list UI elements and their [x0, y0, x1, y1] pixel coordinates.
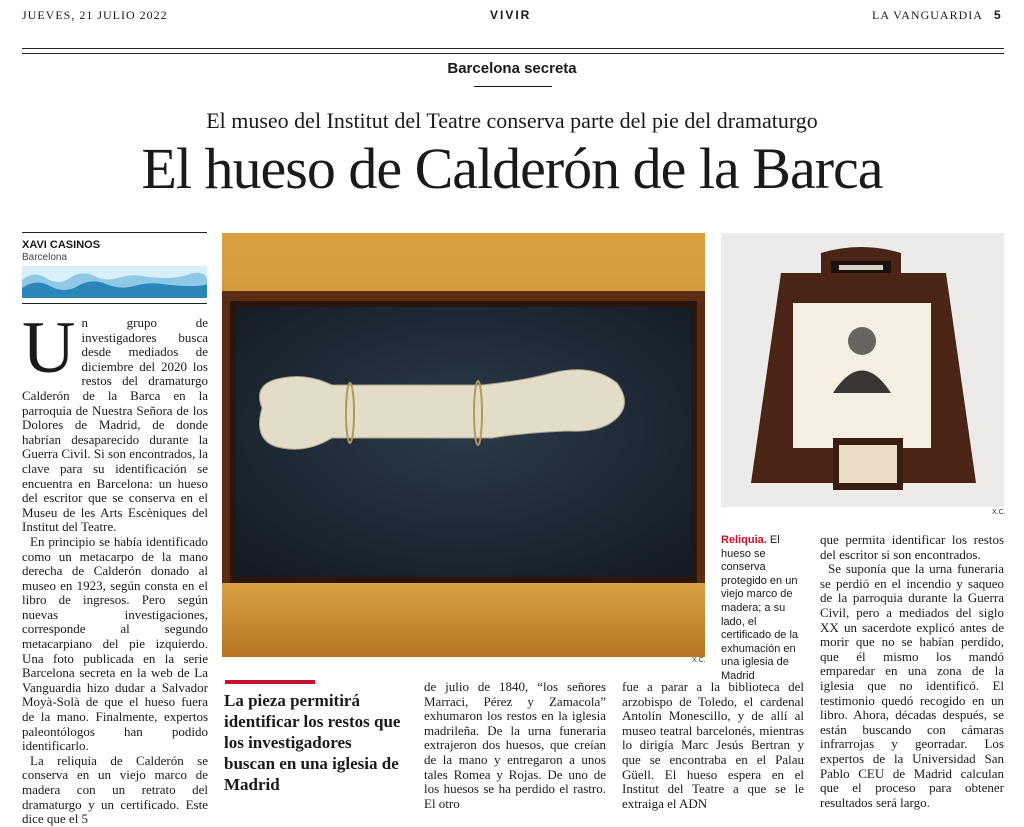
caption-label: Reliquia.	[721, 534, 767, 546]
caption-text: El hueso se conserva protegido en un viejo marco de madera; a su lado, el certificado de la exhumación en una iglesia de Madrid	[721, 534, 799, 682]
body-paragraph: fue a parar a la biblioteca del arzobispo de Toledo, el cardenal Antolín Monescillo, y de allí al museo teatral barcelonés, mientras lo dirigía Marc Jesús Bertran y que se encontraba en el Palau Güell. El hueso espera en el Institut del Teatre a que se le extraiga el ADN	[622, 679, 804, 811]
header-rule-bottom	[22, 53, 1004, 54]
body-paragraph: n grupo de investigadores busca desde mediados de diciembre del 2020 los restos del dramaturgo Calderón de la Barca en la parroquia de Nuestra Señora de los Dolores de Madrid, de donde habrían desaparecido durante la Guerra Civil. Si son encontrados, la clave para su identificación se encuentra en Barcelona: un hueso del escritor que se conserva en el Museu de les Arts Escèniques del Institut del Teatre.	[22, 315, 208, 535]
header-rule-top	[22, 48, 1004, 49]
pull-quote-accent-bar	[225, 680, 315, 684]
body-paragraph: Se suponía que la urna funeraria se perdió en el incendio y saqueo de la parroquia durante la Guerra Civil, pero a mediados del siglo XX un sacerdote explicó antes de morir que no se habían perdido, que él mismo los mandó emparedar en una zona de la iglesia que no identificó. El testimonio quedó recogido en un libro. Ahora, décadas después, se están buscando con cámaras infrarrojas y georradar. Los expertos de la Universidad San Pablo CEU de Madrid calculan que el proceso para obtener resultados será largo.	[820, 561, 1004, 810]
body-column-2	[424, 680, 606, 811]
wave-logo	[22, 266, 207, 298]
body-column-3	[622, 680, 804, 811]
portrait-frame-photo	[721, 233, 1004, 507]
series-title: Barcelona secreta	[447, 60, 577, 77]
byline-author: XAVI CASINOS	[22, 239, 101, 251]
bone-photo	[222, 233, 705, 657]
section-name: VIVIR	[490, 8, 532, 22]
byline-location: Barcelona	[22, 252, 68, 263]
body-paragraph: En principio se había identificado como un metacarpo de la mano derecha de Calderón donado al museo en 1923, según consta en el libro de ingresos. Pero según nuevas investigaciones, corresponde al segundo metacarpiano del pie izquierdo. Una foto publicada en la serie Barcelona secreta en la web de La Vanguardia hizo dudar a Salvador Moyà-Solà de que el hueso fuera de la mano. Finalmente, expertos paleontólogos han podido identificarlo.	[22, 533, 208, 754]
photo-credit-main: X.C.	[692, 657, 706, 664]
photo-credit-side: X.C.	[992, 509, 1006, 516]
publication-name: LA VANGUARDIA	[872, 8, 983, 22]
byline-rule	[22, 232, 207, 233]
body-paragraph: de julio de 1840, “los señores Marraci, Pérez y Zamacola” exhumaron los restos en la iglesia madrileña. De la urna funeraria extrajeron dos huesos, que creían de la mano y entregaron a unos tales Romea y Rojas. De uno de los huesos se ha perdido el rastro. El otro	[424, 679, 606, 811]
series-underline	[474, 86, 552, 87]
issue-date: JUEVES, 21 JULIO 2022	[22, 8, 168, 22]
drop-cap: U	[22, 307, 76, 389]
body-paragraph: que permita identificar los restos del escritor si son encontrados.	[820, 532, 1004, 562]
page-number: 5	[994, 8, 1002, 22]
photo-caption	[721, 534, 803, 684]
body-column-1	[22, 307, 208, 827]
pull-quote: La pieza permitirá identificar los restos que los investigadores buscan en una iglesia de Madrid	[224, 691, 401, 794]
byline-rule-bottom	[22, 303, 207, 304]
body-column-4	[820, 533, 1004, 810]
body-paragraph: La reliquia de Calderón se conserva en un viejo marco de madera con un retrato del dramaturgo y un certificado. Este dice que el 5	[22, 752, 208, 827]
article-headline: El hueso de Calderón de la Barca	[141, 136, 883, 201]
article-subtitle: El museo del Institut del Teatre conserva parte del pie del dramaturgo	[206, 108, 818, 133]
